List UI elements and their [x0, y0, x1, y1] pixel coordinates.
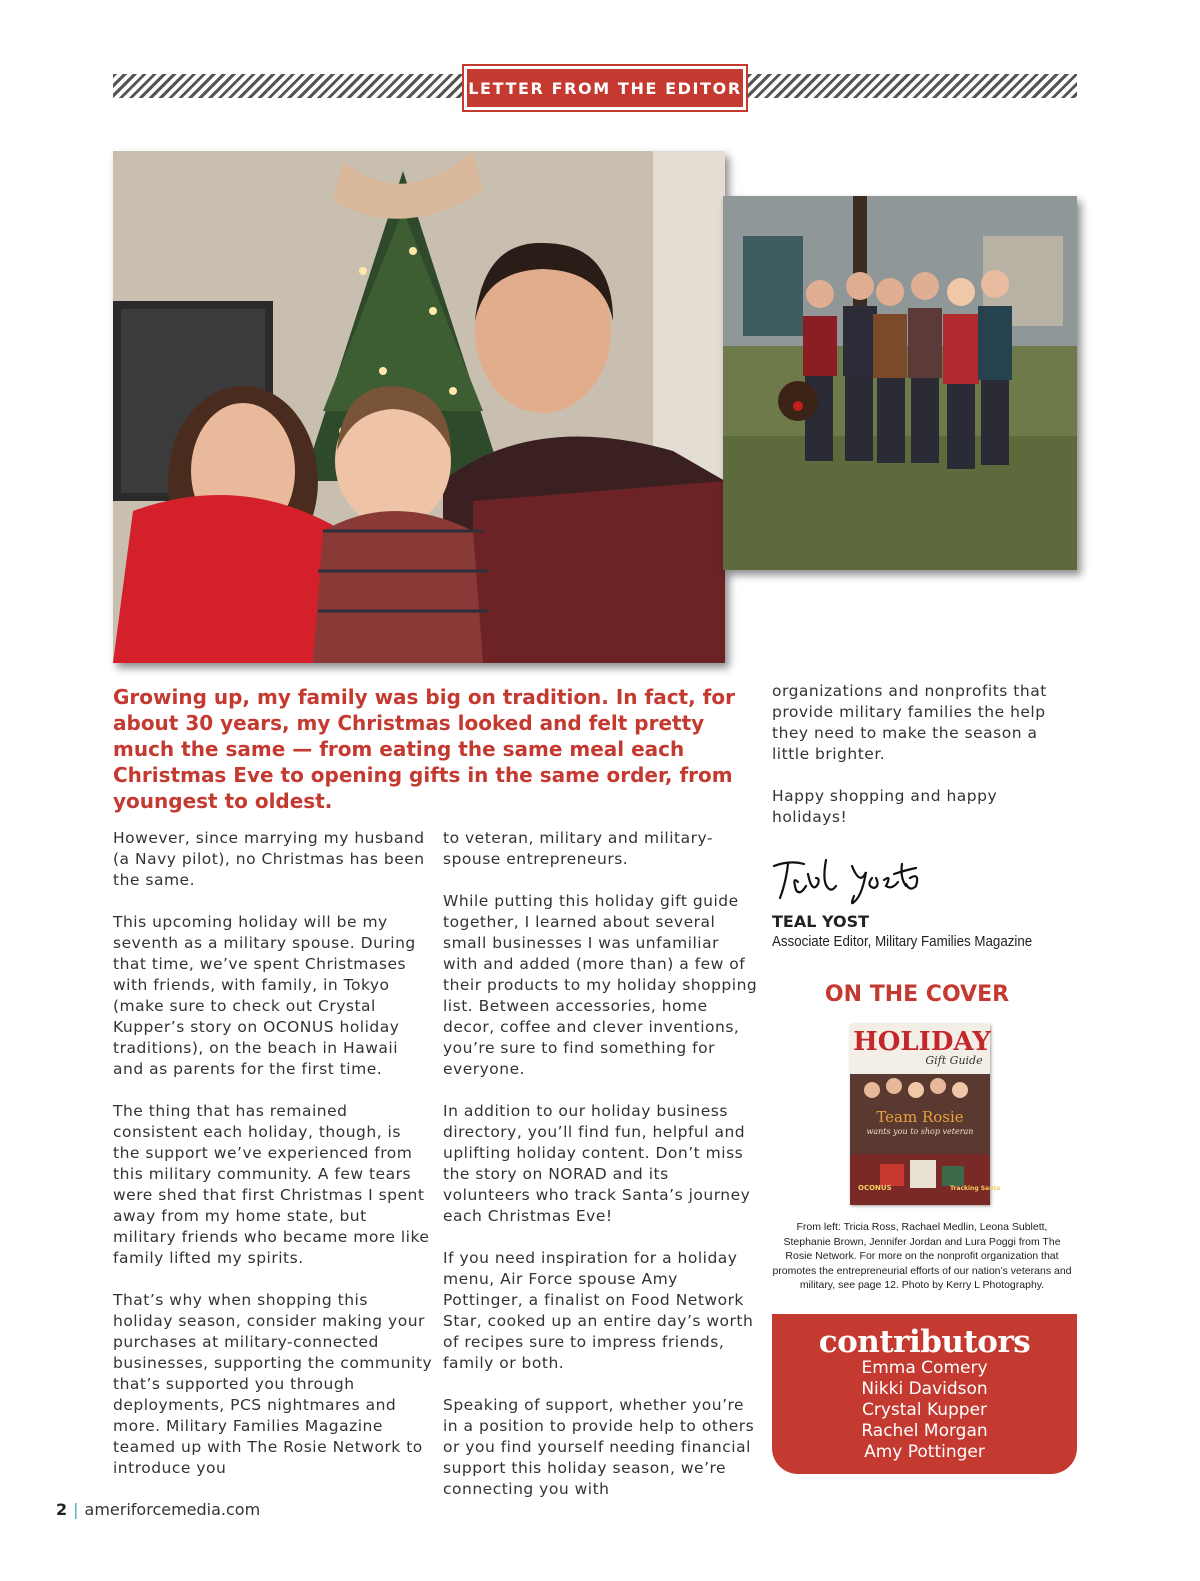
pull-quote: Growing up, my family was big on tradition. In fact, for about 30 years, my Christmas looked and felt pretty much the same — from eating the same meal each Christmas Eve to opening gifts in the same order, from youngest to oldest.	[113, 685, 735, 813]
cover-brand-text: OCONUS	[858, 1184, 892, 1192]
contributor-name: Crystal Kupper	[861, 1400, 988, 1420]
editor-name: TEAL YOST	[772, 912, 870, 931]
cover-caption: From left: Tricia Ross, Rachael Medlin, Leona Sublett, Stephanie Brown, Jennifer Jordan and Lura Poggi from The Rosie Network. For more on the nonprofit organization that promotes the entrepreneurial efforts of our nation’s veterans and military, see page 12. Photo by Kerry L Photography.	[772, 1221, 1072, 1291]
column1-paragraph: The thing that has remained consistent each holiday, though, is the support we’ve experienced from this military community. A few tears were shed that first Christmas I spent away from my home state, but military friends who became more like family lifted my spirits.	[113, 1102, 430, 1267]
section-label-tab	[462, 64, 748, 112]
contributors-box	[772, 1314, 1077, 1474]
contributor-name: Amy Pottinger	[864, 1442, 985, 1462]
contributor-name: Emma Comery	[861, 1358, 988, 1378]
family-photo	[113, 151, 725, 663]
column2-paragraph: Speaking of support, whether you’re in a position to provide help to others or you find yourself needing financial support this holiday season, we’re connecting you with	[443, 1396, 755, 1498]
column3-paragraph: Happy shopping and happy holidays!	[772, 787, 998, 826]
page-number: 2	[56, 1500, 68, 1519]
cover-headline-text: Team Rosie	[876, 1108, 964, 1126]
cover-title-text: HOLIDAY	[853, 1027, 991, 1057]
body-column-3	[772, 681, 1077, 849]
column2-paragraph: If you need inspiration for a holiday menu, Air Force spouse Amy Pottinger, a finalist on Food Network Star, cooked up an entire day’s worth of recipes sure to impress friends, family or both.	[443, 1249, 754, 1372]
contributor-name: Rachel Morgan	[861, 1421, 988, 1441]
column1-paragraph: That’s why when shopping this holiday season, consider making your purchases at military-connected businesses, supporting the community that’s supported you through deployments, PCS nightmares and more. Military Families Magazine teamed up with The Rosie Network to introduce you	[113, 1291, 433, 1477]
editor-signature	[770, 852, 930, 912]
header-hatch-left	[113, 74, 462, 98]
contributors-list	[772, 1358, 1077, 1463]
header-hatch-right	[748, 74, 1077, 98]
contributor-name: Nikki Davidson	[861, 1379, 988, 1399]
editor-title: Associate Editor, Military Families Magazine	[772, 934, 1033, 950]
group-photo	[723, 196, 1077, 570]
column1-paragraph: This upcoming holiday will be my seventh as a military spouse. During that time, we’ve spent Christmases with friends, with family, in Tokyo (make sure to check out Crystal Kupper’s story on OCONUS holiday traditions), on the beach in Hawaii and as parents for the first time.	[113, 913, 416, 1078]
contributors-heading: contributors	[818, 1324, 1031, 1360]
body-column-2	[443, 828, 758, 1521]
body-column-1	[113, 828, 433, 1500]
column2-paragraph: to veteran, military and military-spouse entrepreneurs.	[443, 829, 713, 868]
column2-paragraph: In addition to our holiday business directory, you’ll find fun, helpful and uplifting holiday content. Don’t miss the story on NORAD and its volunteers who track Santa’s journey each Christmas Eve!	[443, 1102, 751, 1225]
footer-site-link[interactable]: ameriforcemedia.com	[84, 1500, 261, 1519]
column2-paragraph: While putting this holiday gift guide together, I learned about several small businesses I was unfamiliar with and added (more than) a few of their products to my holiday shopping list. Between accessories, home decor, coffee and clever inventions, you’re sure to find something for everyone.	[443, 892, 758, 1078]
cover-thumbnail	[850, 1024, 1001, 1205]
on-the-cover-heading: ON THE COVER	[824, 982, 1010, 1007]
column3-paragraph: organizations and nonprofits that provide military families the help they need to make the season a little brighter.	[772, 682, 1047, 763]
page-footer	[56, 1500, 260, 1519]
footer-separator: |	[73, 1500, 79, 1519]
section-label: LETTER FROM THE EDITOR	[467, 69, 743, 107]
cover-subtitle-text: Gift Guide	[925, 1054, 983, 1067]
column1-paragraph: However, since marrying my husband (a Navy pilot), no Christmas has been the same.	[113, 829, 425, 889]
cover-tagline-text: wants you to shop veteran	[866, 1127, 974, 1136]
cover-corner-text: Tracking Santa	[950, 1185, 1001, 1192]
